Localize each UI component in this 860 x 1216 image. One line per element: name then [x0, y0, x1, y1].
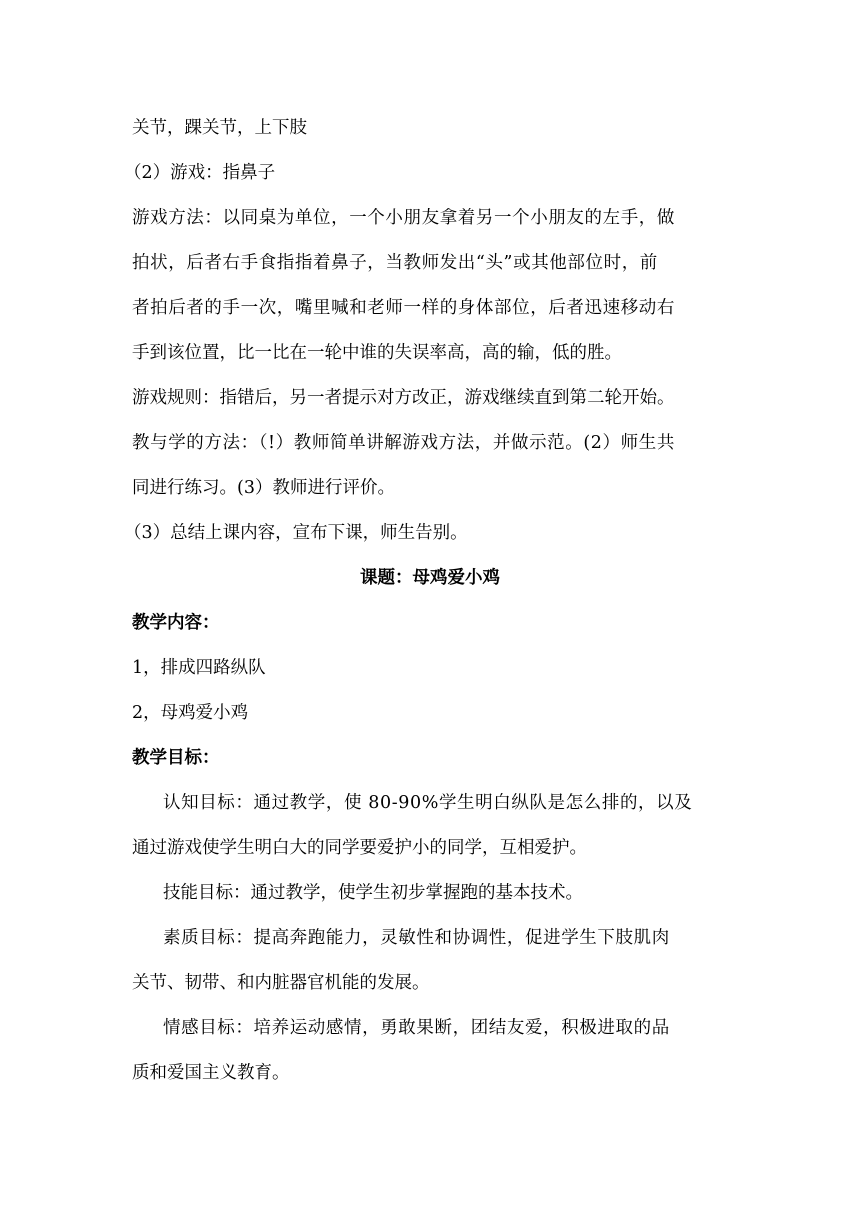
goal-line: 情感目标：培养运动感情，勇敢果断，团结友爱，积极进取的品: [163, 1018, 670, 1038]
text-line: 同进行练习。(3）教师进行评价。: [132, 478, 395, 498]
summary-line: （3）总结上课内容，宣布下课，师生告别。: [124, 523, 468, 543]
goal-line: 认知目标：通过教学，使 80-90%学生明白纵队是怎么排的，以及: [163, 793, 693, 813]
goals-heading: 教学目标：: [132, 748, 220, 768]
text-line: 手到该位置，比一比在一轮中谁的失误率高，高的输，低的胜。: [132, 343, 622, 363]
content-item: 1，排成四路纵队: [132, 658, 266, 678]
content-heading: 教学内容：: [132, 613, 220, 633]
goal-line: 通过游戏使学生明白大的同学要爱护小的同学，互相爱护。: [132, 838, 587, 858]
text-line: 游戏方法：以同桌为单位，一个小朋友拿着另一个小朋友的左手，做: [132, 208, 675, 228]
goal-line: 技能目标：通过教学，使学生初步掌握跑的基本技术。: [163, 883, 583, 903]
game-heading: （2）游戏：指鼻子: [124, 163, 276, 183]
goal-line: 素质目标：提高奔跑能力，灵敏性和协调性，促进学生下肢肌肉: [163, 928, 670, 948]
game-rules: 游戏规则：指错后，另一者提示对方改正，游戏继续直到第二轮开始。: [132, 388, 675, 408]
text-line: 教与学的方法：（!）教师简单讲解游戏方法，并做示范。(2）师生共: [132, 433, 675, 453]
content-item: 2，母鸡爱小鸡: [132, 703, 249, 723]
text-line: 拍状，后者右手食指指着鼻子，当教师发出“头”或其他部位时，前: [132, 253, 658, 273]
text-line: 者拍后者的手一次，嘴里喊和老师一样的身体部位，后者迅速移动右: [132, 298, 675, 318]
goal-line: 质和爱国主义教育。: [132, 1063, 290, 1083]
lesson-title: 课题：母鸡爱小鸡: [360, 568, 500, 588]
goal-line: 关节、韧带、和内脏器官机能的发展。: [132, 973, 430, 993]
text-line: 关节，踝关节，上下肢: [132, 118, 307, 138]
